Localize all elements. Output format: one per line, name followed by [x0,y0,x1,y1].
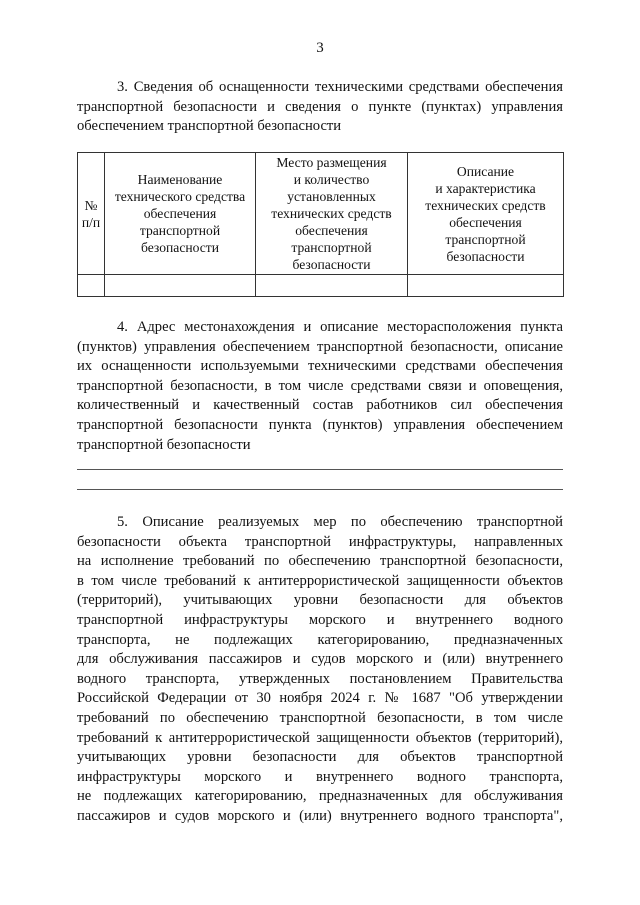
header-line: Наименование [137,172,223,187]
text-line: требований по обеспечению транспортной безопасности, в том числе [77,709,563,726]
text-line: на исполнение требований по обеспечению транспортной безопасности, [77,553,563,570]
fill-in-line[interactable] [77,469,563,470]
section-5-paragraph [77,513,563,827]
header-line: Описание [456,163,515,179]
text-line: 4. Адрес местонахождения и описание месторасположения пункта [117,319,563,335]
header-line: технических средств [425,197,546,213]
header-line: транспортной [139,223,221,238]
header-line: безопасности [140,240,220,255]
table-header-row [78,153,564,275]
text-line: транспортной инфраструктуры морского и внутреннего водного [77,611,563,628]
section-4-paragraph [77,318,563,455]
column-header-description [408,153,564,275]
header-line: Место размещения [276,155,387,170]
header-line: безопасности [292,257,371,272]
column-header-name [105,153,256,275]
header-line: установленных [287,189,376,204]
text-line: транспортной безопасности, в том числе средствами связи и оповещения, [77,377,563,394]
text-line: Российской Федерации от 30 ноября 2024 г. № 1687 "Об утверждении [77,690,563,707]
text-line: 5. Описание реализуемых мер по обеспечению транспортной [117,514,563,530]
table-cell[interactable] [78,275,105,297]
header-line: безопасности [446,248,525,264]
header-line: обеспечения [143,206,217,221]
text-line: требований к антитеррористической защищенности объектов (территорий), [77,729,563,746]
table-cell[interactable] [256,275,408,297]
text-line: (территорий), учитывающих уровни безопасности для объектов [77,592,563,609]
column-header-location [256,153,408,275]
table-cell[interactable] [408,275,564,297]
text-line: транспортной безопасности [77,436,251,453]
text-line: обеспечением транспортной безопасности [77,118,342,135]
column-header-number [78,153,105,275]
text-line: (пунктов) управления обеспечением транспортной безопасности, описание [77,338,563,355]
page-number: 3 [316,40,324,56]
text-line: пассажиров и судов морского и (или) внутреннего водного транспорта", [77,807,563,824]
text-line: не подлежащих категорированию, предназначенных для обслуживания [77,788,563,805]
header-line: и характеристика [435,180,536,196]
text-line: водного транспорта, утвержденных постановлением Правительства [77,670,563,687]
header-line: № [84,197,98,213]
text-line: транспортной безопасности пункта (пунктов) управления обеспечением [77,416,563,433]
header-line: п/п [81,214,101,230]
text-line: транспорта, не подлежащих категорированию, предназначенных [77,631,563,648]
text-line: транспортной безопасности и сведения о пункте (пунктах) управления [77,98,563,115]
text-line: безопасности объекта транспортной инфраструктуры, направленных [77,533,563,550]
text-line: количественный и качественный состав работников сил обеспечения [77,397,563,414]
text-line: для обслуживания пассажиров и судов морского и (или) внутреннего [77,651,563,668]
table-row [78,275,564,297]
header-line: технических средств [271,206,392,221]
header-line: обеспечения [295,223,368,238]
fill-in-line[interactable] [77,489,563,490]
header-line: транспортной [445,231,526,247]
section-3-paragraph [77,78,563,137]
text-line: 3. Сведения об оснащенности техническими средствами обеспечения [117,79,563,95]
text-line: их оснащенности используемыми техническими средствами обеспечения [77,358,563,375]
text-line: инфраструктуры морского и внутреннего водного транспорта, [77,768,563,785]
text-line: учитывающих уровни безопасности для объектов транспортной [77,749,563,766]
header-line: технического средства [114,189,246,204]
header-line: транспортной [291,240,372,255]
header-line: обеспечения [449,214,522,230]
table-cell[interactable] [105,275,256,297]
text-line: в том числе требований к антитеррористической защищенности объектов [77,572,563,589]
technical-means-table [77,152,564,297]
header-line: и количество [293,172,370,187]
